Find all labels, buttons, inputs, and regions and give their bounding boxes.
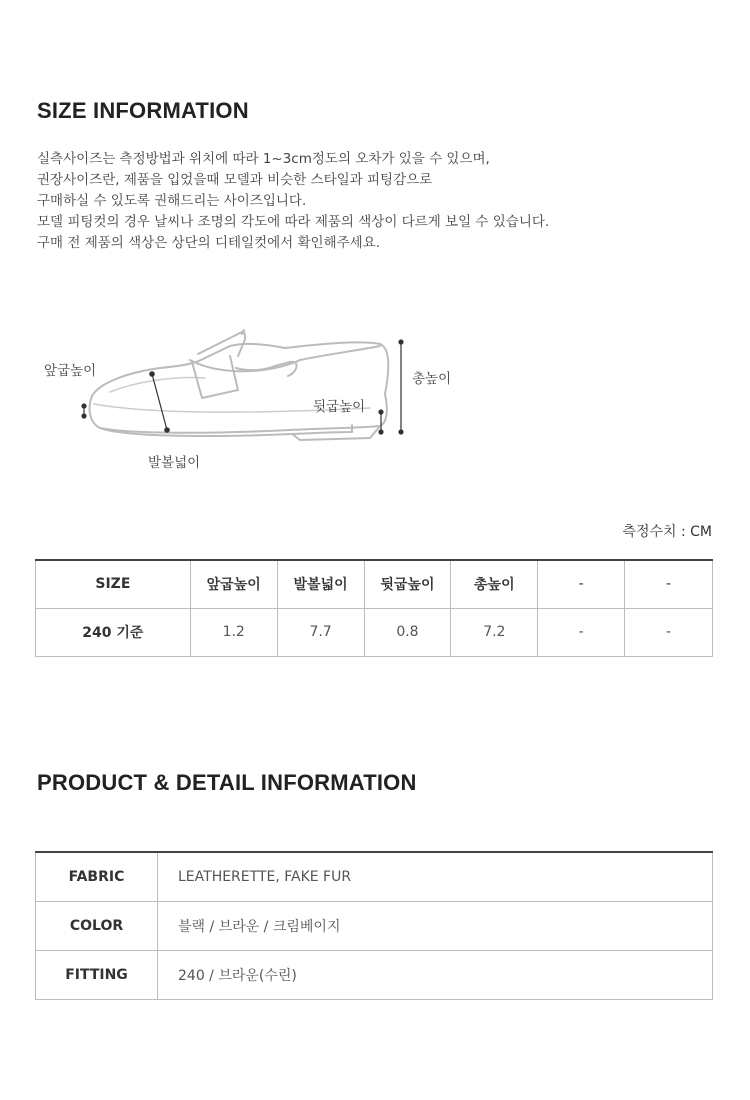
heel-height-header: 뒷굽높이 (364, 560, 451, 608)
total-height-value: 7.2 (451, 608, 538, 656)
size-header: SIZE (36, 560, 191, 608)
size-note-line: 실측사이즈는 측정방법과 위치에 따라 1~3cm정도의 오차가 있을 수 있으며, (37, 151, 490, 167)
size-information-title: SIZE INFORMATION (37, 98, 249, 123)
size-note-line: 모델 피팅컷의 경우 날씨나 조명의 각도에 따라 제품의 색상이 다르게 보일 수 있습니다. (37, 214, 550, 230)
table-row (36, 901, 713, 950)
size-table (35, 559, 713, 657)
fabric-value: LEATHERETTE, FAKE FUR (158, 852, 713, 901)
total-height-label: 총높이 (412, 371, 452, 387)
size-table-header-row (36, 560, 713, 608)
detail-table (35, 851, 713, 1000)
size-note-line: 권장사이즈란, 제품을 입었을때 모델과 비슷한 스타일과 피팅감으로 (37, 172, 433, 188)
ball-width-label: 발볼넓이 (148, 455, 201, 471)
table-row (36, 852, 713, 901)
front-height-value: 1.2 (190, 608, 277, 656)
empty-value: - (538, 608, 625, 656)
front-height-label: 앞굽높이 (44, 363, 97, 379)
table-row (36, 608, 713, 656)
fitting-value: 240 / 브라운(수린) (158, 950, 713, 999)
empty-header: - (538, 560, 625, 608)
size-notes (37, 149, 549, 254)
empty-value: - (625, 608, 713, 656)
size-value: 240 기준 (36, 608, 191, 656)
size-note-line: 구매 전 제품의 색상은 상단의 디테일컷에서 확인해주세요. (37, 235, 381, 251)
heel-height-label: 뒷굽높이 (313, 399, 366, 415)
loafer-illustration (30, 310, 470, 480)
color-value: 블랙 / 브라운 / 크림베이지 (158, 901, 713, 950)
total-height-header: 총높이 (451, 560, 538, 608)
measurement-unit-note: 측정수치 : CM (622, 524, 712, 540)
fabric-key: FABRIC (36, 852, 158, 901)
shoe-measurement-diagram (30, 310, 470, 480)
empty-header: - (625, 560, 713, 608)
table-row (36, 950, 713, 999)
heel-height-value: 0.8 (364, 608, 451, 656)
size-note-line: 구매하실 수 있도록 권해드리는 사이즈입니다. (37, 193, 307, 209)
fitting-key: FITTING (36, 950, 158, 999)
ball-width-value: 7.7 (277, 608, 364, 656)
ball-width-header: 발볼넓이 (277, 560, 364, 608)
color-key: COLOR (36, 901, 158, 950)
product-detail-title: PRODUCT & DETAIL INFORMATION (37, 770, 417, 795)
front-height-header: 앞굽높이 (190, 560, 277, 608)
